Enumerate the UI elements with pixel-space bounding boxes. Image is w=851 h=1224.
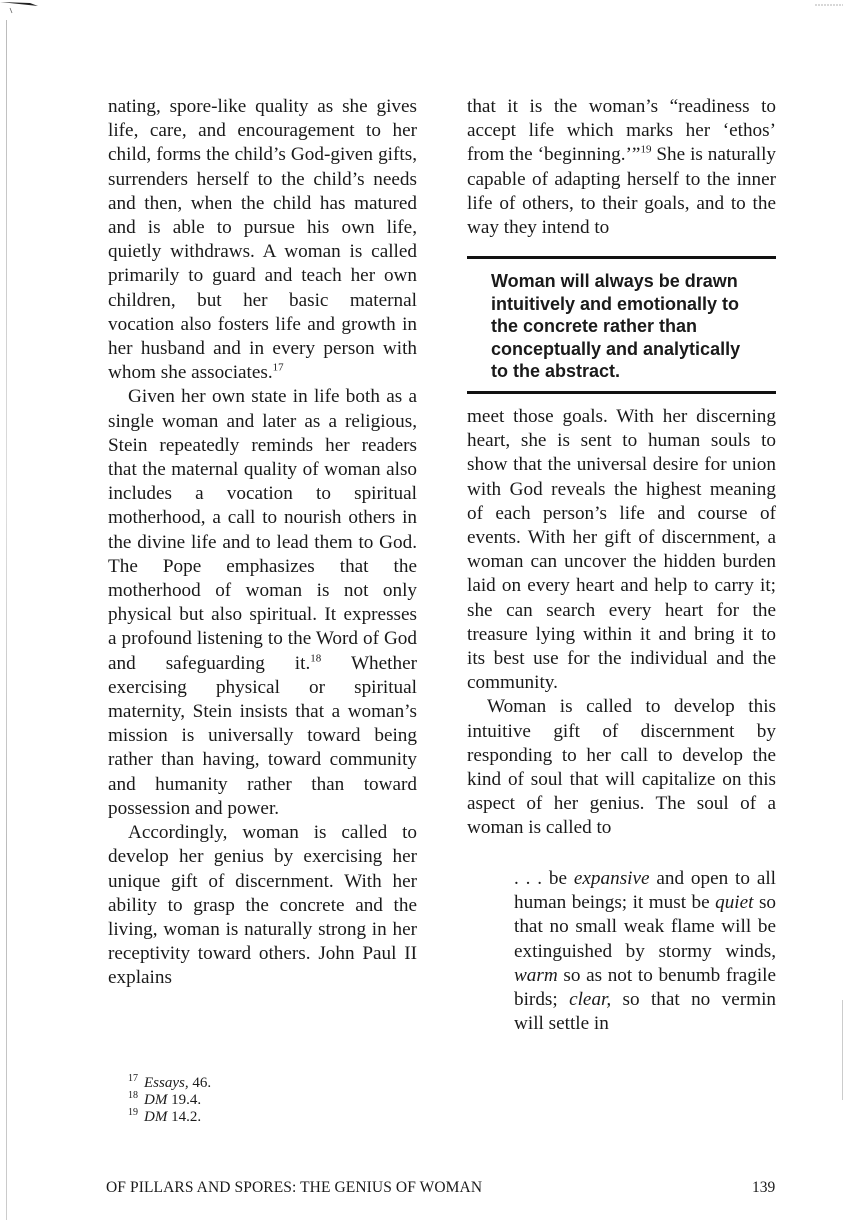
footnote: $^{19}$ DM 14.2. (128, 1107, 202, 1125)
page-number: 139 (752, 1179, 776, 1196)
footnote: $^{18}$ DM 19.4. (128, 1090, 202, 1108)
footnote-ref[interactable]: 17 (272, 361, 284, 374)
right-column-bottom (467, 405, 776, 841)
page-edge-line (6, 20, 7, 1220)
paragraph: that it is the woman’s “readiness to accept life which marks her ‘ethos’ from the ‘beginning.’”$^{19}$ She is naturally capable of adapting herself to the inner life of others, to their goals, and to the way they intend to (467, 96, 776, 239)
paragraph: meet those goals. With her discerning heart, she is sent to human souls to show that the universal desire for union with God reveals the highest meaning of each person’s life and course of events. With her gift of discernment, a woman can uncover the hidden burden laid on every heart and help to carry it; she can search every heart for the treasure lying within it and bring it to its best use for the individual and the community. (467, 406, 776, 694)
running-footer-title: OF PILLARS AND SPORES: THE GENIUS OF WOMAN (106, 1179, 483, 1196)
paragraph: Woman is called to develop this intuitive gift of discernment by responding to her call to develop the kind of soul that will capitalize on this aspect of her genius. The soul of a woman is called to (467, 696, 776, 839)
paragraph: Given her own state in life both as a single woman and later as a religious, Stein repeatedly reminds her readers that the maternal quality of woman also includes a vocation to spiritual motherhood, a call to nourish others in the divine life and to lead them to God. The Pope emphasizes that the motherhood of woman is not only physical but also spiritual. It expresses a profound listening to the Word of God and safeguarding it.$^{18}$ Whether exercising physical or spiritual maternity, Stein insists that a woman’s mission is universally toward being rather than having, toward community and humanity rather than toward possession and power. (108, 386, 417, 819)
footnote-ref[interactable]: 18 (310, 652, 322, 665)
paragraph: nating, spore-like quality as she gives life, care, and encouragement to her child, forms the child’s God-given gifts, surrenders herself to the child’s needs and then, when the child has matured and is able to pursue his own life, quietly withdraws. A woman is called primarily to guard and teach her own children, but her basic maternal vocation also fosters life and growth in her husband and in every person with whom she associates.$^{17}$ (108, 96, 417, 384)
pull-quote-text: Woman will always be drawn intuitively and emotionally to the concrete rather than conceptually and analytically to the abstract. (491, 271, 741, 381)
footnotes (128, 1075, 528, 1126)
page-edge-line-right (842, 1000, 843, 1100)
left-column (108, 95, 417, 991)
footnote-ref[interactable]: 19 (640, 144, 652, 157)
pull-quote (467, 256, 776, 394)
paragraph: Accordingly, woman is called to develop her genius by exercising her unique gift of discernment. With her ability to grasp the concrete and the living, woman is naturally strong in her receptivity toward others. John Paul II explains (108, 822, 417, 989)
block-quote: . . . be expansive and open to all human beings; it must be quiet so that no small weak flame will be extinguished by stormy winds, warm so as not to benumb fragile birds; clear, so that no vermin will settle in (514, 868, 776, 1035)
scan-artifact-mark (0, 0, 40, 14)
right-column-top (467, 95, 776, 240)
footnote: $^{17}$ Essays, 46. (128, 1073, 212, 1091)
scan-artifact-mark-right (815, 2, 845, 8)
